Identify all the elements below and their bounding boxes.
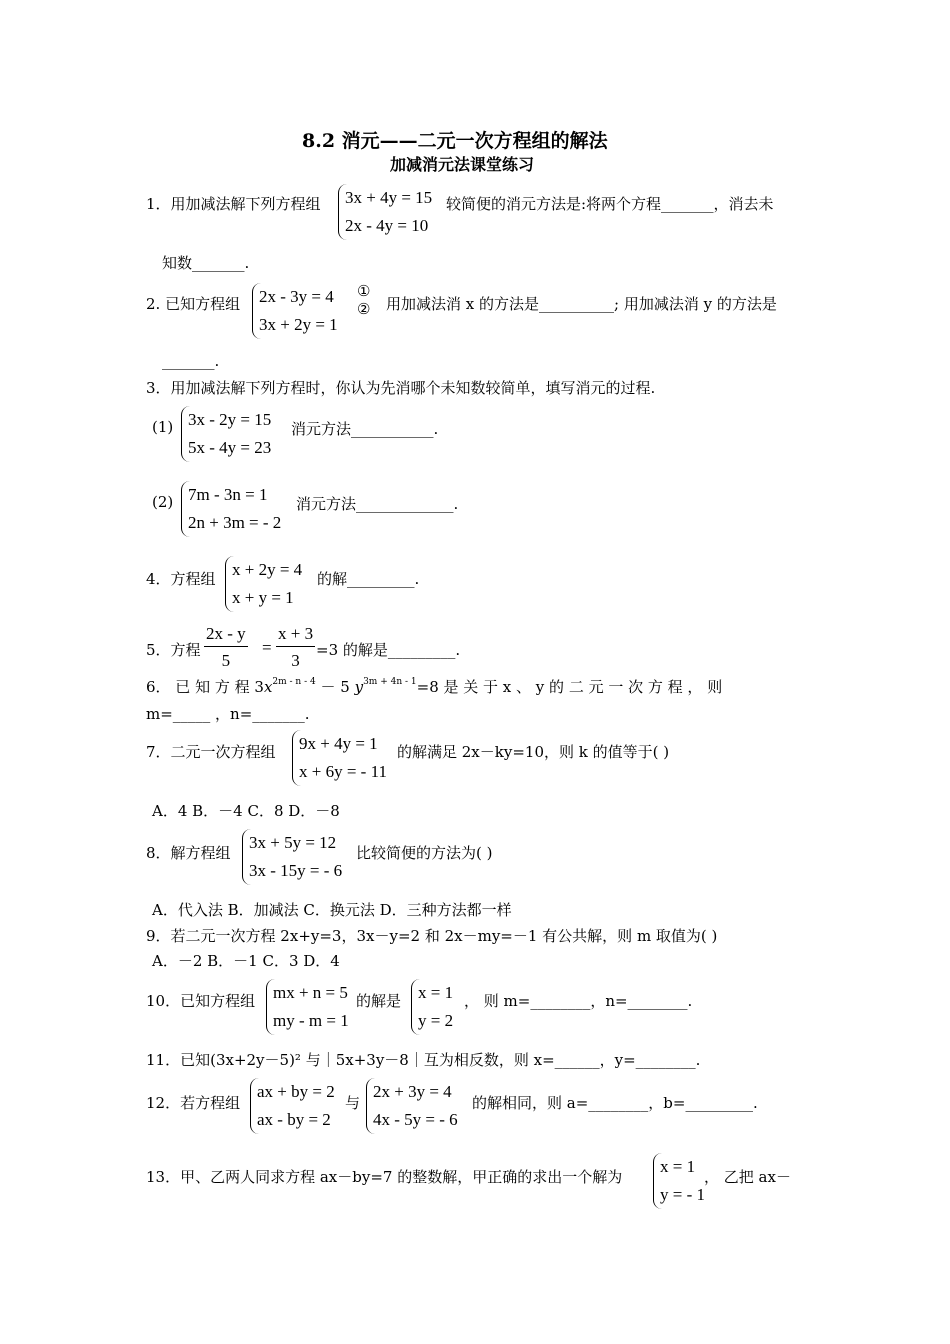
q2-equation-marks xyxy=(357,282,370,318)
numerator: 2x - y xyxy=(204,624,248,647)
equation: x + 2y = 4 xyxy=(232,560,303,579)
denominator: 5 xyxy=(221,651,231,670)
q6-lead: 6． 已 知 方 程 3 xyxy=(146,678,264,696)
page-subtitle: 加减消元法课堂练习 xyxy=(390,155,535,174)
q5-lead: 5．方程 xyxy=(146,641,201,659)
q1-system xyxy=(338,184,432,240)
equation: ax - by = 2 xyxy=(257,1110,331,1129)
q3-part1-label: (1) xyxy=(152,418,174,436)
var-x: x xyxy=(263,678,273,696)
q3-part2-label: (2) xyxy=(152,493,174,511)
equation: 2x + 3y = 4 xyxy=(373,1082,452,1101)
q6-exponent-1: 2m - n - 4 xyxy=(272,677,316,687)
equation: x = 1 xyxy=(418,983,454,1002)
q13-system xyxy=(653,1153,705,1209)
equation: x + 6y = - 11 xyxy=(299,762,387,781)
q2-lead: 2. 已知方程组 xyxy=(146,295,241,313)
mark-2: ② xyxy=(357,300,371,318)
equation: 5x - 4y = 23 xyxy=(188,438,272,457)
q6-mid: － 5 xyxy=(315,678,350,696)
question-11: 11．已知(3x+2y－5)² 与｜5x+3y－8｜互为相反数，则 x=______，y=________. xyxy=(146,1051,701,1069)
q7-options: A．4 B．－4 C．8 D．－8 xyxy=(152,802,340,820)
q3-text: 3．用加减法解下列方程时，你认为先消哪个未知数较简单，填写消元的过程. xyxy=(146,379,656,397)
q5-fraction-1 xyxy=(204,624,248,671)
q3-part1-tail: 消元方法___________. xyxy=(291,420,439,438)
equation: 2x - 4y = 10 xyxy=(345,216,429,235)
equation: 2n + 3m = - 2 xyxy=(188,513,282,532)
q6-line-1 xyxy=(146,676,722,697)
equation: 3x + 2y = 1 xyxy=(259,315,338,334)
q6-line-2: m=_____ ，n=_______. xyxy=(146,705,310,723)
equation: x = 1 xyxy=(660,1157,696,1176)
q12-system-1 xyxy=(250,1078,335,1134)
q1-lead: 1．用加减法解下列方程组 xyxy=(146,195,321,213)
equation: 7m - 3n = 1 xyxy=(188,485,268,504)
q4-tail: 的解_________. xyxy=(317,570,420,588)
equation: 2x - 3y = 4 xyxy=(259,287,334,306)
q10-lead: 10．已知方程组 xyxy=(146,992,256,1010)
q2-tail: 用加减法消 x 的方法是__________; 用加减法消 y 的方法是 xyxy=(386,295,777,313)
equation: y = - 1 xyxy=(660,1185,705,1204)
q1-tail: 较简便的消元方法是:将两个方程_______，消去未 xyxy=(446,195,774,213)
q2-continuation: _______. xyxy=(162,352,220,370)
q7-lead: 7．二元一次方程组 xyxy=(146,743,276,761)
q10-mid: 的解是 xyxy=(356,992,402,1010)
q3-part2-tail: 消元方法_____________. xyxy=(296,495,459,513)
equation: 9x + 4y = 1 xyxy=(299,734,378,753)
equation: ax + by = 2 xyxy=(257,1082,335,1101)
q8-tail: 比较简便的方法为( ) xyxy=(356,844,493,862)
q1-continuation: 知数_______. xyxy=(162,254,250,272)
q10-tail: ， 则 m=________，n=________. xyxy=(464,992,693,1010)
q5-tail: =3 的解是_________. xyxy=(316,641,461,659)
equation: 3x + 4y = 15 xyxy=(345,188,433,207)
q9-text: 9．若二元一次方程 2x+y=3，3x－y=2 和 2x－my=－1 有公共解，则 m 取值为( ) xyxy=(146,927,718,945)
q12-system-2 xyxy=(366,1078,458,1134)
q4-system xyxy=(225,556,302,612)
equation: my - m = 1 xyxy=(273,1011,349,1030)
q7-tail: 的解满足 2x－ky=10，则 k 的值等于( ) xyxy=(397,743,670,761)
q12-tail: 的解相同，则 a=________，b=_________. xyxy=(472,1094,758,1112)
q4-lead: 4．方程组 xyxy=(146,570,216,588)
q2-system xyxy=(252,283,338,339)
q13-tail: ， 乙把 ax－ xyxy=(704,1168,791,1186)
q8-lead: 8．解方程组 xyxy=(146,844,231,862)
q9-options: A．－2 B．－1 C．3 D．4 xyxy=(152,952,340,970)
equation: 3x + 5y = 12 xyxy=(249,833,337,852)
var-y: y xyxy=(354,678,364,696)
q7-system xyxy=(292,730,387,786)
q6-exponent-2: 3m + 4n - 1 xyxy=(363,677,417,687)
q8-system xyxy=(242,829,342,885)
equation: mx + n = 5 xyxy=(273,983,348,1002)
q8-options: A．代入法 B．加减法 C．换元法 D．三种方法都一样 xyxy=(152,901,512,919)
numerator: x + 3 xyxy=(276,624,315,647)
equation: x + y = 1 xyxy=(232,588,294,607)
q3-part1-system xyxy=(181,406,271,462)
equation: 4x - 5y = - 6 xyxy=(373,1110,458,1129)
equation: y = 2 xyxy=(418,1011,454,1030)
q12-lead: 12．若方程组 xyxy=(146,1094,241,1112)
denominator: 3 xyxy=(291,651,300,670)
q12-mid: 与 xyxy=(345,1094,361,1112)
q5-equals: = xyxy=(262,638,272,657)
q10-solution xyxy=(411,979,453,1035)
q3-part2-system xyxy=(181,481,281,537)
q5-fraction-2 xyxy=(276,624,315,671)
q6-tail: =8 是 关 于 x 、 y 的 二 元 一 次 方 程 ， 则 xyxy=(416,678,723,696)
equation: 3x - 15y = - 6 xyxy=(249,861,343,880)
page-title: 8.2 消元——二元一次方程组的解法 xyxy=(302,130,608,152)
q10-system xyxy=(266,979,349,1035)
equation: 3x - 2y = 15 xyxy=(188,410,272,429)
mark-1: ① xyxy=(357,282,371,300)
q13-lead: 13．甲、乙两人同求方程 ax－by=7 的整数解，甲正确的求出一个解为 xyxy=(146,1168,623,1186)
